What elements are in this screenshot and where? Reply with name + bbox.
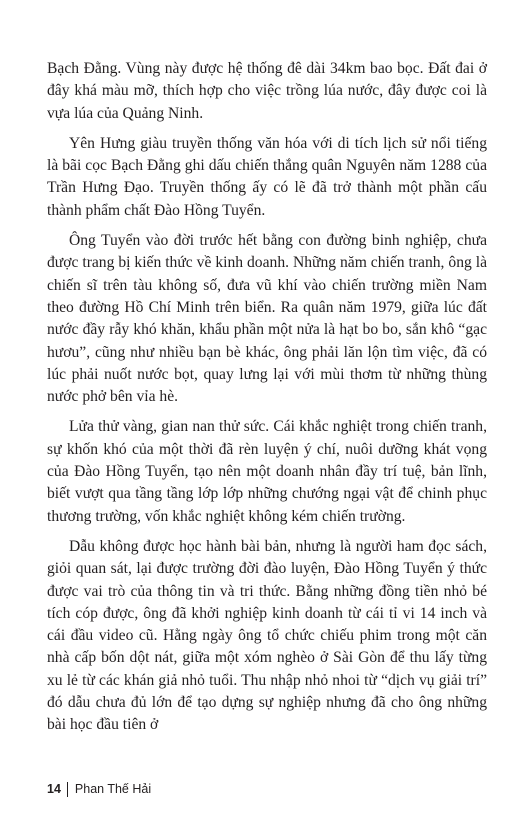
footer-separator — [67, 782, 68, 797]
page-body — [47, 58, 487, 745]
paragraph-3: Ông Tuyển vào đời trước hết bằng con đường binh nghiệp, chưa được trang bị kiến thức về kinh doanh. Những năm chiến tranh, ông là chiến sĩ trên tàu không số, đưa vũ khí vào chiến trường miền Nam theo đường Hồ Chí Minh trên biển. Ra quân năm 1979, giữa lúc đất nước đầy rẫy khó khăn, khẩu phần một nửa là hạt bo bo, sắn khô “gạc hươu”, cũng như nhiều bạn bè khác, ông phải lăn lộn tìm việc, đã có lúc phải nuốt nước bọt, quay lưng lại với mùi thơm từ những thùng nước phở bên vỉa hè. — [47, 232, 487, 406]
paragraph-1: Bạch Đằng. Vùng này được hệ thống đê dài 34km bao bọc. Đất đai ở đây khá màu mỡ, thích hợp cho việc trồng lúa nước, đây được coi là vựa lúa của Quảng Ninh. — [47, 60, 487, 122]
page-footer — [47, 781, 151, 797]
page-number: 14 — [47, 782, 61, 796]
footer-author: Phan Thế Hải — [74, 782, 152, 796]
paragraph-5: Dẫu không được học hành bài bản, nhưng là người ham đọc sách, giỏi quan sát, lại được trường đời đào luyện, Đào Hồng Tuyển ý thức được vai trò của thông tin và tri thức. Bằng những đồng tiền nhỏ bé tích cóp được, ông đã khởi nghiệp kinh doanh từ cái tỉ vi 14 inch và cái đầu video cũ. Hằng ngày ông tổ chức chiếu phim trong một căn nhà cấp bốn dột nát, giữa một xóm nghèo ở Sài Gòn để thu lấy từng xu lẻ từ các khán giả nhỏ tuổi. Thu nhập nhỏ nhoi từ “dịch vụ giải trí” đó dẫu chưa đủ lớn để tạo dựng sự nghiệp nhưng đã cho ông những bài học đầu tiên ở — [47, 537, 487, 734]
paragraph-2: Yên Hưng giàu truyền thống văn hóa với di tích lịch sử nổi tiếng là bãi cọc Bạch Đằng ghi dấu chiến thắng quân Nguyên năm 1288 của Trần Hưng Đạo. Truyền thống ấy có lẽ đã trở thành một phần cấu thành phẩm chất Đào Hồng Tuyển. — [47, 134, 487, 219]
paragraph-4: Lửa thử vàng, gian nan thử sức. Cái khắc nghiệt trong chiến tranh, sự khốn khó của một thời đã rèn luyện ý chí, nuôi dưỡng khát vọng của Đào Hồng Tuyển, tạo nên một doanh nhân đầy trí tuệ, bản lĩnh, biết vượt qua tầng tầng lớp lớp những chướng ngại vật để chinh phục thương trường, vốn khắc nghiệt không kém chiến trường. — [47, 418, 487, 525]
